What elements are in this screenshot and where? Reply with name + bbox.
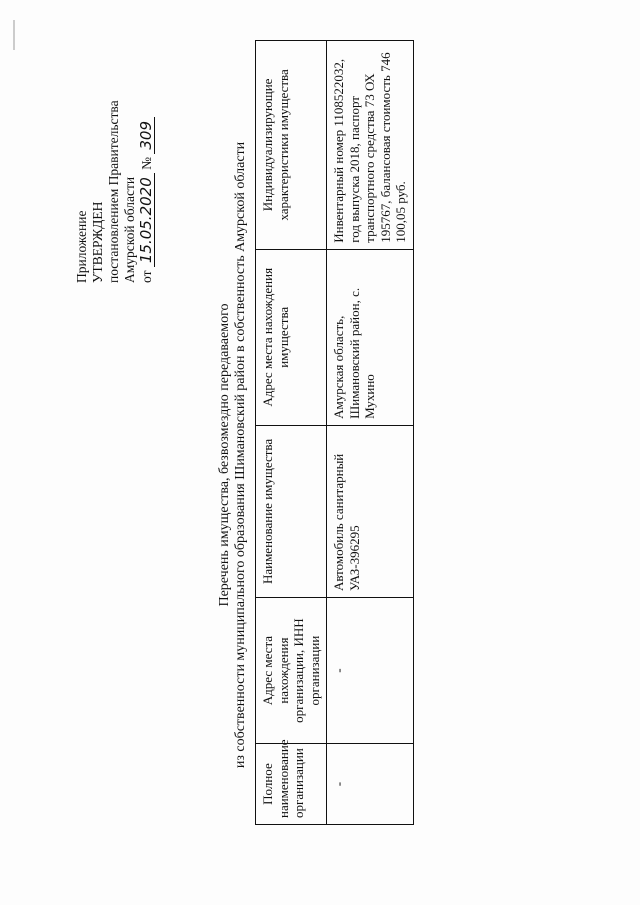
header-property-name: Наименование имущества — [256, 425, 327, 597]
header-org-address: Адрес места нахождения организации, ИНН организации — [256, 598, 327, 744]
cell-property-address: Амурская область, Шимановский район, с. Мухино — [327, 249, 414, 425]
cell-org-name: - — [327, 744, 414, 825]
number-prefix: № — [139, 156, 154, 170]
header-org-name: Полное наименование организации — [256, 744, 327, 825]
approval-date-line — [138, 23, 155, 283]
approval-approved: УТВЕРЖДЕН — [90, 201, 105, 283]
table-row — [327, 41, 414, 825]
title-line-2: из собственности муниципального образования Шимановский район в собственность Амурской области — [233, 141, 248, 769]
cell-property-name: Автомобиль санитарный УАЗ-396295 — [327, 425, 414, 597]
table-header-row — [256, 41, 327, 825]
header-property-address: Адрес места нахождения имущества — [256, 249, 327, 425]
cell-org-address: - — [327, 598, 414, 744]
number-value: 309 — [138, 117, 155, 154]
approval-stamp — [74, 23, 155, 283]
property-table — [255, 40, 414, 825]
date-prefix: от — [139, 270, 154, 283]
document-title — [217, 65, 249, 845]
cell-characteristics: Инвентарный номер 1108522032, год выпуска 2018, паспорт транспортного средства 73 ОХ 195767, балансовая стоимость 746 100,05 руб. — [327, 41, 414, 250]
title-line-1: Перечень имущества, безвозмездно передаваемого — [217, 303, 232, 607]
date-value: 15.05.2020 — [138, 173, 155, 267]
approval-region: Амурской области — [122, 176, 137, 283]
header-characteristics: Индивидуализирующие характеристики имущества — [256, 41, 327, 250]
approval-appendix: Приложение — [74, 210, 89, 283]
approval-decree: постановлением Правительства — [106, 100, 121, 283]
